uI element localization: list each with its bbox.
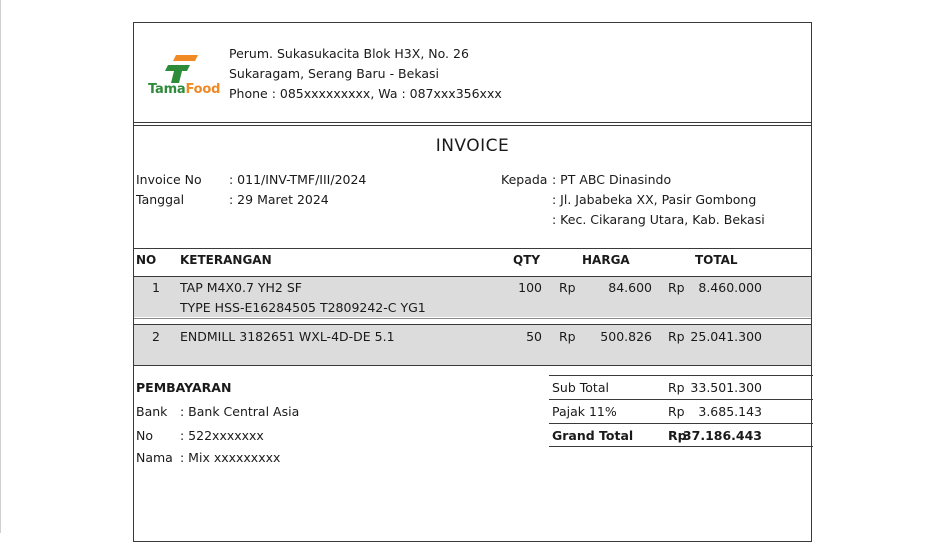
logo-text-food: Food: [185, 82, 221, 97]
row2-price: 500.826: [600, 329, 652, 344]
payment-name-label: Nama: [136, 450, 173, 465]
recipient-address-2: : Kec. Cikarang Utara, Kab. Bekasi: [552, 212, 765, 227]
tax-label: Pajak 11%: [552, 404, 617, 419]
recipient-name: : PT ABC Dinasindo: [552, 172, 672, 187]
tamafood-logo: [146, 49, 222, 101]
invoice-date-label: Tanggal: [136, 192, 185, 207]
subtotal-value: 33.501.300: [690, 380, 762, 395]
row2-no: 2: [152, 329, 160, 344]
summary-rule-top: [549, 375, 813, 376]
col-header-qty: QTY: [513, 253, 541, 267]
row1-total-currency: Rp: [668, 280, 685, 295]
invoice-title: INVOICE: [435, 136, 510, 156]
row-separator: [134, 324, 811, 325]
col-header-total: TOTAL: [695, 253, 738, 267]
col-header-desc: KETERANGAN: [180, 253, 272, 267]
company-address-line2: Sukaragam, Serang Baru - Bekasi: [229, 66, 439, 81]
recipient-label: Kepada: [501, 172, 548, 187]
header-rule-top: [134, 122, 811, 123]
subtotal-label: Sub Total: [552, 380, 609, 395]
grand-total-currency: Rp: [668, 428, 687, 443]
row2-price-currency: Rp: [559, 329, 576, 344]
row-separator: [134, 318, 811, 319]
company-phone: Phone : 085xxxxxxxxx, Wa : 087xxx356xxx: [229, 86, 502, 101]
col-header-price: HARGA: [582, 253, 630, 267]
grand-total-label: Grand Total: [552, 428, 634, 443]
row1-desc-line2: TYPE HSS-E16284505 T2809242-C YG1: [180, 300, 426, 315]
invoice-no-value: : 011/INV-TMF/III/2024: [229, 172, 367, 187]
row2-desc-line1: ENDMILL 3182651 WXL-4D-DE 5.1: [180, 329, 395, 344]
row1-price-currency: Rp: [559, 280, 576, 295]
payment-title: PEMBAYARAN: [136, 380, 232, 395]
summary-rule-bottom: [549, 446, 813, 447]
invoice-sheet: [133, 22, 812, 542]
header-rule-bottom: [134, 125, 811, 126]
payment-bank-value: : Bank Central Asia: [180, 404, 300, 419]
logo-text-tama: Tama: [148, 82, 186, 97]
window-edge: [0, 0, 1, 533]
invoice-date-value: : 29 Maret 2024: [229, 192, 329, 207]
summary-rule: [549, 423, 813, 424]
row1-price: 84.600: [608, 280, 652, 295]
row1-qty: 100: [518, 280, 542, 295]
company-address-line1: Perum. Sukasukacita Blok H3X, No. 26: [229, 46, 469, 61]
payment-name-value: : Mix xxxxxxxxx: [180, 450, 281, 465]
row2-total: 25.041.300: [690, 329, 762, 344]
tax-currency: Rp: [668, 404, 685, 419]
table-bottom-rule: [134, 365, 811, 366]
table-top-rule: [134, 248, 811, 249]
col-header-no: NO: [136, 253, 157, 267]
invoice-no-label: Invoice No: [136, 172, 202, 187]
payment-bank-label: Bank: [136, 404, 168, 419]
row1-desc-line1: TAP M4X0.7 YH2 SF: [180, 280, 302, 295]
subtotal-currency: Rp: [668, 380, 685, 395]
tax-value: 3.685.143: [698, 404, 762, 419]
row2-qty: 50: [526, 329, 542, 344]
grand-total-value: 37.186.443: [682, 428, 762, 443]
payment-no-label: No: [136, 428, 153, 443]
row1-no: 1: [152, 280, 160, 295]
row1-total: 8.460.000: [698, 280, 762, 295]
recipient-address-1: : Jl. Jababeka XX, Pasir Gombong: [552, 192, 757, 207]
payment-no-value: : 522xxxxxxx: [180, 428, 264, 443]
summary-rule: [549, 399, 813, 400]
row2-total-currency: Rp: [668, 329, 685, 344]
